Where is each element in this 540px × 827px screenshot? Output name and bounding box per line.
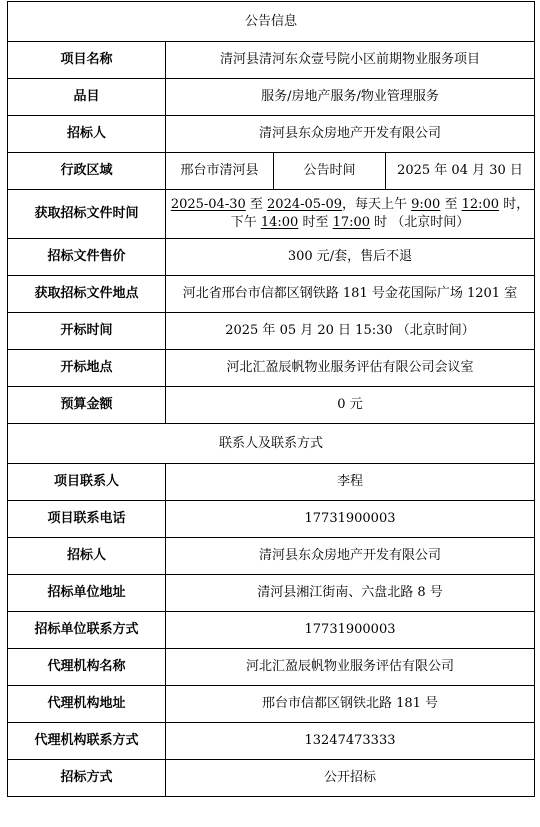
budget-label: 预算金额 [8, 387, 166, 424]
category-value: 服务/房地产服务/物业管理服务 [166, 79, 535, 116]
table-row [8, 723, 535, 760]
region-value: 邢台市清河县 [166, 153, 274, 190]
announce-date-value: 2025 年 04 月 30 日 [386, 153, 535, 190]
table-row [8, 79, 535, 116]
table-row [8, 42, 535, 79]
table-row [8, 313, 535, 350]
table-row [8, 153, 535, 190]
doc-time-label: 获取招标文件时间 [8, 190, 166, 239]
table-row [8, 276, 535, 313]
tenderer-contact-label: 招标单位联系方式 [8, 612, 166, 649]
agency-contact-value: 13247473333 [166, 723, 535, 760]
doc-price-value: 300 元/套，售后不退 [166, 239, 535, 276]
agency-name-label: 代理机构名称 [8, 649, 166, 686]
tenderer2-value: 清河县东众房地产开发有限公司 [166, 538, 535, 575]
open-time-value: 2025 年 05 月 20 日 15:30 （北京时间） [166, 313, 535, 350]
project-name-value: 清河县清河东众壹号院小区前期物业服务项目 [166, 42, 535, 79]
project-contact-label: 项目联系人 [8, 464, 166, 501]
pm-start-time: 14:00 [260, 215, 299, 230]
tender-method-label: 招标方式 [8, 760, 166, 797]
doc-location-label: 获取招标文件地点 [8, 276, 166, 313]
agency-contact-label: 代理机构联系方式 [8, 723, 166, 760]
open-time-label: 开标时间 [8, 313, 166, 350]
table-row [8, 612, 535, 649]
doc-time-line-2: 下午 14:00 时至 17:00 时 （北京时间） [230, 215, 470, 230]
am-start-time: 9:00 [411, 197, 441, 212]
tenderer-label: 招标人 [8, 116, 166, 153]
open-location-value: 河北汇盈辰帆物业服务评估有限公司会议室 [166, 350, 535, 387]
section-header-row [8, 424, 535, 464]
table-row [8, 649, 535, 686]
table-row [8, 501, 535, 538]
tenderer-address-label: 招标单位地址 [8, 575, 166, 612]
project-contact-value: 李程 [166, 464, 535, 501]
table-row [8, 538, 535, 575]
doc-time-value [166, 190, 535, 239]
region-label: 行政区域 [8, 153, 166, 190]
tender-method-value: 公开招标 [166, 760, 535, 797]
tenderer2-label: 招标人 [8, 538, 166, 575]
am-end-time: 12:00 [461, 197, 500, 212]
section-header-row [8, 2, 535, 42]
doc-time-line-1: 2025-04-30 至 2024-05-09，每天上午 9:00 至 12:00 时， [170, 197, 530, 212]
doc-end-date: 2024-05-09 [267, 197, 342, 212]
pm-end-time: 17:00 [332, 215, 371, 230]
open-location-label: 开标地点 [8, 350, 166, 387]
table-row [8, 190, 535, 239]
table-row [8, 239, 535, 276]
table-row [8, 686, 535, 723]
category-label: 品目 [8, 79, 166, 116]
announce-date-label: 公告时间 [274, 153, 386, 190]
tenderer-value: 清河县东众房地产开发有限公司 [166, 116, 535, 153]
budget-value: 0 元 [166, 387, 535, 424]
table-row [8, 116, 535, 153]
table-row [8, 464, 535, 501]
table-row [8, 760, 535, 797]
table-row [8, 350, 535, 387]
agency-address-label: 代理机构地址 [8, 686, 166, 723]
table-row [8, 387, 535, 424]
agency-address-value: 邢台市信都区钢铁北路 181 号 [166, 686, 535, 723]
table-row [8, 575, 535, 612]
project-phone-value: 17731900003 [166, 501, 535, 538]
project-name-label: 项目名称 [8, 42, 166, 79]
tenderer-address-value: 清河县湘江街南、六盘北路 8 号 [166, 575, 535, 612]
doc-price-label: 招标文件售价 [8, 239, 166, 276]
announcement-table [7, 1, 535, 797]
doc-start-date: 2025-04-30 [170, 197, 246, 212]
section-title-contacts: 联系人及联系方式 [8, 424, 535, 464]
tenderer-contact-value: 17731900003 [166, 612, 535, 649]
section-title-announcement: 公告信息 [8, 2, 535, 42]
agency-name-value: 河北汇盈辰帆物业服务评估有限公司 [166, 649, 535, 686]
doc-location-value: 河北省邢台市信都区钢铁路 181 号金花国际广场 1201 室 [166, 276, 535, 313]
project-phone-label: 项目联系电话 [8, 501, 166, 538]
